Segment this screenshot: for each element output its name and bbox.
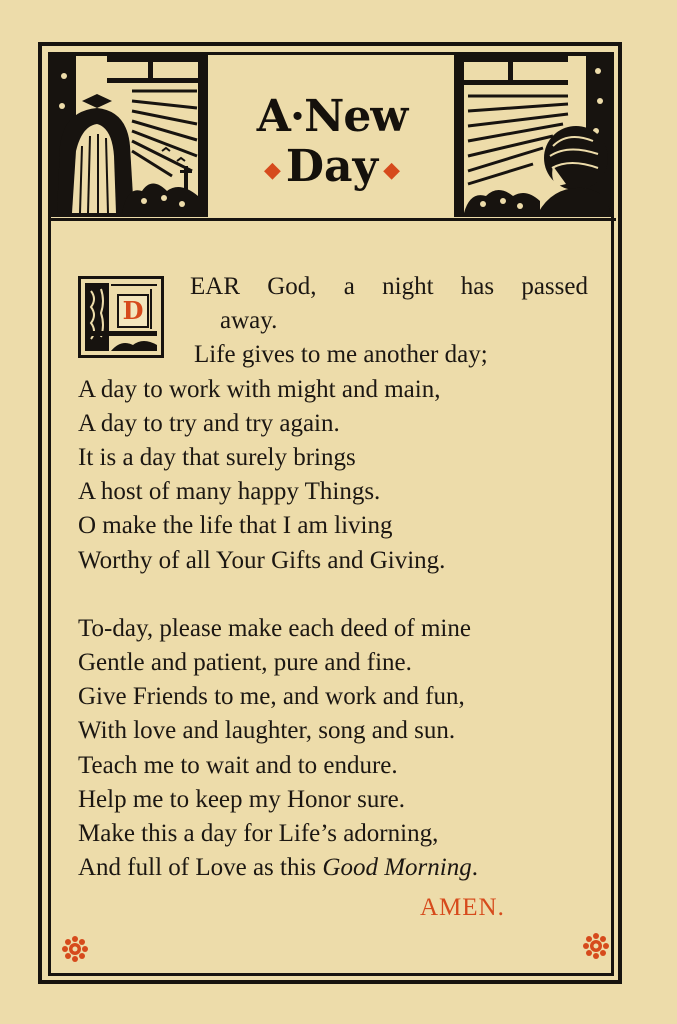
poem-line: Give Friends to me, and work and fun, <box>78 683 465 711</box>
poem-final-period: . <box>471 854 478 882</box>
poem-word: passed <box>521 273 588 300</box>
poem-line: away. <box>220 307 278 335</box>
title-line-1: A·New <box>256 91 408 142</box>
stanza-gap <box>78 578 608 612</box>
page-title <box>210 91 454 192</box>
poem-line: It is a day that surely brings <box>78 443 356 471</box>
poem-line-text: And full of Love as this <box>78 854 317 882</box>
woodcut-boy-window-illustration <box>454 52 614 217</box>
poem-line: Gentle and patient, pure and fine. <box>78 649 412 677</box>
poem-word: night <box>382 273 434 300</box>
poem-line <box>78 270 588 304</box>
poem-line: With love and laughter, song and sun. <box>78 717 456 745</box>
poem-line: A host of many happy Things. <box>78 478 381 506</box>
poem-word: a <box>343 273 355 300</box>
poem-body <box>78 270 608 885</box>
poem-line: Life gives to me another day; <box>194 341 488 369</box>
poem-line: A day to work with might and main, <box>78 375 441 403</box>
poem-line: Help me to keep my Honor sure. <box>78 785 406 813</box>
poem-word: EAR <box>190 273 240 300</box>
title-line-2-text: Day <box>285 141 379 192</box>
amen-text: AMEN. <box>420 894 505 921</box>
poem-line: Teach me to wait and to endure. <box>78 751 398 779</box>
poem-line: O make the life that I am living <box>78 512 393 540</box>
poem-italic-phrase: Good Morning <box>322 854 472 882</box>
poem-line: A day to try and try again. <box>78 409 340 437</box>
poem-line-final <box>78 851 608 885</box>
poem-line: Make this a day for Life’s adorning, <box>78 820 439 847</box>
diamond-ornament-icon: ◆ <box>383 156 401 183</box>
diamond-ornament-icon: ◆ <box>263 156 281 183</box>
drop-cap-letter: D <box>117 294 149 328</box>
poem-line: To-day, please make each deed of mine <box>78 614 471 642</box>
poem-line: Worthy of all Your Gifts and Giving. <box>78 546 446 574</box>
poem-word: God, <box>267 273 317 300</box>
flower-ornament-icon <box>62 936 88 962</box>
poem-word: has <box>460 273 495 300</box>
flower-ornament-icon <box>583 933 609 959</box>
woodcut-girl-window-illustration <box>48 52 208 217</box>
title-line-2 <box>210 141 454 192</box>
